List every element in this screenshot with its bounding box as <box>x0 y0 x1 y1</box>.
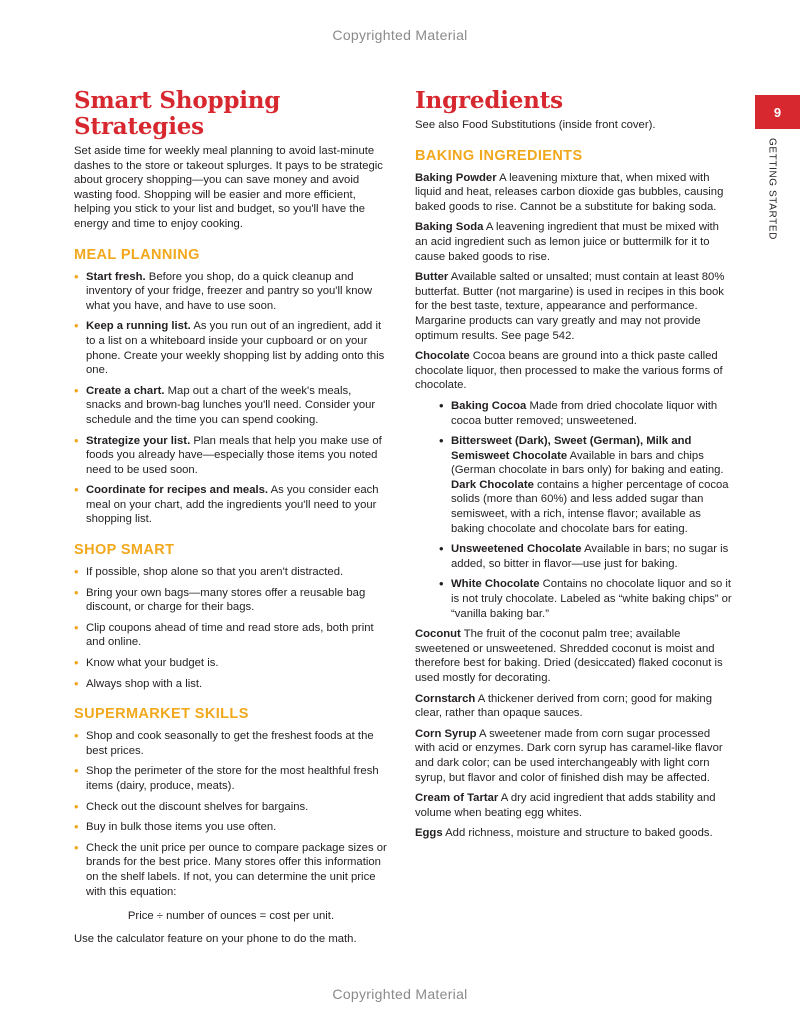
shopping-intro: Set aside time for weekly meal planning to avoid last-minute dashes to the store or takeout splurges. It pays to be strategic about grocery shopping—you can save money and avoid wasting food. Shopping will be easier and more efficient, helping you stick to your list and budget, so you'll have the energy and time to enjoy cooking. <box>74 145 383 230</box>
item-text: Map out a chart of the week's meals, snacks and brown-bag lunches you'll need. Consider your schedule and the time you can spend cooking. <box>86 384 376 426</box>
list-item <box>74 384 388 428</box>
item-text: As you run out of an ingredient, add it to a list on a whiteboard inside your cupboard or on your phone. Create your weekly shopping list by adding onto this one. <box>86 320 385 377</box>
entry-text: Available salted or unsalted; must contain at least 80% butterfat. Butter (not margarine) is used in recipes in this book for the best taste, texture, appearance and performance. Margarine products can vary greatly and may not provide optimum results. See page 542. <box>415 271 725 342</box>
entry-term: Corn Syrup <box>415 727 477 740</box>
entry-term: Unsweetened Chocolate <box>451 543 582 556</box>
list-item: • Know what your budget is. <box>74 656 388 671</box>
glossary-entry <box>415 220 733 264</box>
entry-text: A sweetener made from corn sugar processed with acid or enzymes. Dark corn syrup has caramel-like flavor and dark color; can be used interchangeably with light corn syrup, but flavor and color of finished dish may be affected. <box>415 727 723 784</box>
ingredients-subtitle: See also Food Substitutions (inside front cover). <box>415 119 656 131</box>
entry-text: Available in bars; no sugar is added, so bitter in flavor—use just for baking. <box>451 543 729 570</box>
right-column <box>415 88 733 847</box>
list-item: • Always shop with a list. <box>74 677 388 692</box>
unit-price-equation: Price ÷ number of ounces = cost per unit. <box>127 910 335 923</box>
watermark-top: Copyrighted Material <box>332 27 468 43</box>
entry-term: Cream of Tartar <box>415 792 499 805</box>
meal-planning-heading: MEAL PLANNING <box>74 246 200 263</box>
entry-text: contains a higher percentage of cocoa solids (more than 60%) and less added sugar than semisweet, with a rich, intense flavor; available as baking chocolate and chocolate bars for eating. <box>451 478 729 535</box>
list-item <box>439 434 733 536</box>
entry-text: Add richness, moisture and structure to baked goods. <box>442 827 713 840</box>
page-number-tab <box>755 95 800 129</box>
entry-term: Baking Cocoa <box>451 399 527 412</box>
entry-term: Cornstarch <box>415 692 476 705</box>
entry-term: Baking Soda <box>415 221 484 234</box>
glossary-entry <box>415 727 733 785</box>
list-item: • Bring your own bags—many stores offer a reusable bag discount, or charge for their bags. <box>74 586 388 615</box>
item-text: Before you shop, do a quick cleanup and inventory of your fridge, freezer and pantry so you'll know what you have, and have to use soon. <box>86 270 372 312</box>
item-lead: Create a chart. <box>86 384 165 397</box>
item-text: Plan meals that help you make use of foods you already have—especially those items you noted need to be used soon. <box>86 434 382 476</box>
entry-text: Contains no chocolate liquor and so it is not truly chocolate. Labeled as “white baking chips” or “vanilla baking bar.” <box>451 578 732 620</box>
page-number: 9 <box>773 104 782 120</box>
entry-term: Bittersweet (Dark), Sweet (German), Milk and Semisweet Chocolate <box>451 435 692 462</box>
list-item: • Shop the perimeter of the store for the most healthful fresh items (dairy, produce, meats). <box>74 764 388 793</box>
smart-shopping-title: Smart Shopping Strategies <box>74 87 281 140</box>
list-item: • If possible, shop alone so that you aren't distracted. <box>74 565 388 580</box>
entry-text: A leavening ingredient that must be mixed with an acid ingredient such as lemon juice or buttermilk for it to cause baked goods to rise. <box>415 221 719 263</box>
list-item <box>74 270 388 314</box>
glossary-entry <box>415 349 733 393</box>
list-item: • Buy in bulk those items you use often. <box>74 820 388 835</box>
item-lead: Keep a running list. <box>86 320 191 333</box>
glossary-entry <box>415 826 733 841</box>
list-item: • Check out the discount shelves for bargains. <box>74 800 388 815</box>
entry-term: Chocolate <box>415 350 470 363</box>
list-item <box>74 483 388 527</box>
entry-term: Coconut <box>415 628 461 641</box>
glossary-entry <box>415 171 733 215</box>
entry-text: A leavening mixture that, when mixed with liquid and heat, releases carbon dioxide gas bubbles, causing baked goods to rise. Cannot be a substitute for baking soda. <box>415 171 724 213</box>
list-item: • Check the unit price per ounce to compare package sizes or brands for the best price. Many stores offer this information on the shelf labels. If not, you can determine the unit price with this equation: <box>74 841 388 899</box>
entry-text: Available in bars and chips (German chocolate in bars only) for baking and eating. <box>451 449 724 477</box>
chocolate-types-list <box>415 399 733 621</box>
supermarket-skills-heading: SUPERMARKET SKILLS <box>74 706 249 723</box>
supermarket-skills-list <box>74 729 388 899</box>
item-lead: Start fresh. <box>86 270 146 283</box>
entry-term: Eggs <box>415 827 443 840</box>
glossary-entry <box>415 270 733 343</box>
entry-text: A dry acid ingredient that adds stability and volume when beating egg whites. <box>415 792 716 819</box>
list-item <box>74 434 388 478</box>
ingredients-title: Ingredients <box>415 87 563 114</box>
section-tab-label: GETTING STARTED <box>766 138 778 240</box>
calculator-tip: Use the calculator feature on your phone to do the math. <box>74 932 357 945</box>
entry-term: Butter <box>415 271 449 284</box>
entry-term: White Chocolate <box>451 578 540 591</box>
item-text: As you consider each meal on your chart, add the ingredients you'll need to your shopping list. <box>86 484 379 526</box>
watermark-bottom: Copyrighted Material <box>332 986 468 1002</box>
shop-smart-heading: SHOP SMART <box>74 542 175 559</box>
list-item <box>74 319 388 377</box>
list-item <box>439 577 733 621</box>
entry-term: Dark Chocolate <box>451 478 534 491</box>
baking-ingredients-heading: BAKING INGREDIENTS <box>415 147 583 164</box>
item-lead: Coordinate for recipes and meals. <box>86 484 269 497</box>
left-column <box>74 88 388 952</box>
list-item <box>439 399 733 428</box>
entry-term: Baking Powder <box>415 171 497 184</box>
shop-smart-list <box>74 565 388 691</box>
glossary-entry <box>415 627 733 685</box>
list-item: • Clip coupons ahead of time and read store ads, both print and online. <box>74 621 388 650</box>
meal-planning-list <box>74 270 388 528</box>
section-tab <box>760 138 784 258</box>
list-item: • Shop and cook seasonally to get the freshest foods at the best prices. <box>74 729 388 758</box>
list-item <box>439 542 733 571</box>
entry-text: The fruit of the coconut palm tree; available sweetened or unsweetened. Shredded coconut is moist and therefore best for baking. Dried (desiccated) flaked coconut is used mostly for decorating. <box>415 628 723 684</box>
entry-text: A thickener derived from corn; good for making clear, rather than opaque sauces. <box>415 692 712 720</box>
glossary-entry <box>415 692 733 721</box>
entry-text: Cocoa beans are ground into a thick paste called chocolate liquor, then processed to make the various forms of chocolate. <box>415 350 723 392</box>
entry-text: Made from dried chocolate liquor with cocoa butter removed; unsweetened. <box>451 399 718 427</box>
item-lead: Strategize your list. <box>86 434 191 447</box>
glossary-entry <box>415 791 733 820</box>
